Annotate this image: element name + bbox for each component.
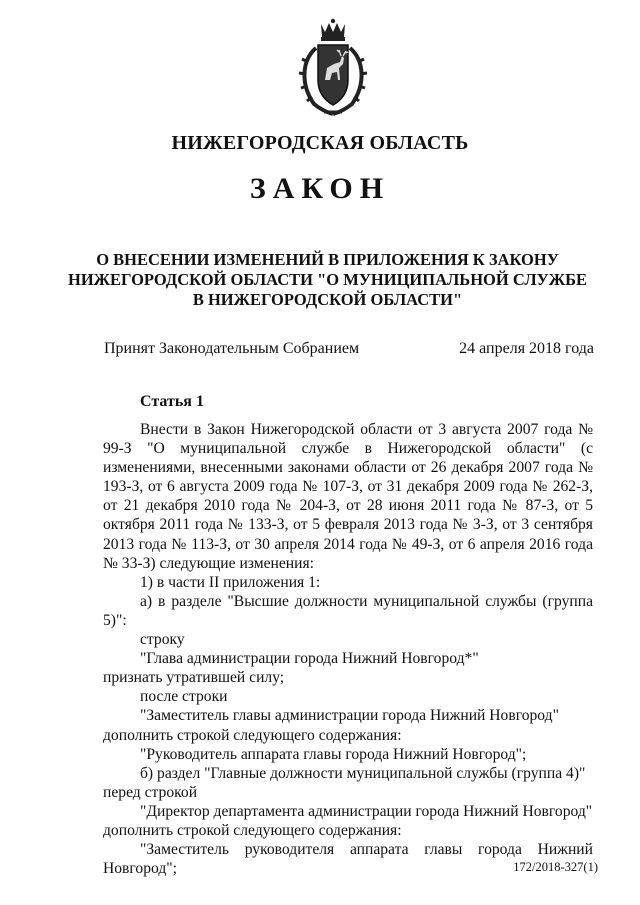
text-line: перед строкой — [103, 783, 198, 801]
coat-of-arms-emblem — [294, 18, 372, 118]
item-b: б) раздел "Главные должности муниципальной службы (группа 4)" — [140, 764, 586, 782]
article-heading: Статья 1 — [140, 393, 204, 410]
text-line: признать утратившей силу; — [103, 669, 285, 687]
adoption-line — [104, 340, 594, 358]
text-line: после строки — [140, 688, 228, 706]
adoption-date: 24 апреля 2018 года — [459, 340, 594, 357]
text-line: "Глава администрации города Нижний Новгород*" — [140, 650, 479, 668]
region-name: НИЖЕГОРОДСКАЯ ОБЛАСТЬ — [171, 132, 469, 154]
text-line: строку — [140, 631, 185, 649]
law-title-line: НИЖЕГОРОДСКОЙ ОБЛАСТИ "О МУНИЦИПАЛЬНОЙ СЛУЖБЕ — [68, 270, 587, 289]
text-line: "Директор департамента администрации города Нижний Новгород" — [140, 802, 593, 820]
law-title-line: О ВНЕСЕНИИ ИЗМЕНЕНИЙ В ПРИЛОЖЕНИЯ К ЗАКОНУ — [96, 250, 559, 269]
text-line: "Заместитель главы администрации города Нижний Новгород" — [140, 707, 559, 725]
article-intro: Внести в Закон Нижегородской области от 3 августа 2007 года № 99-З "О муниципальной службе в Нижегородской области" (с изменениями, внесенными законами области от 26 декабря 2007 года № 193-З, от 6 августа 2009 года № 107-З, от 31 декабря 2009 года № 262-З, от 21 декабря 2010 года № 204-З, от 28 июня 2011 года № 87-З, от 5 октября 2011 года № 133-З, от 5 февраля 2013 года № 3-З, от 3 сентября 2013 года № 113-З, от 30 апреля 2014 года № 49-З, от 6 апреля 2016 года № 33-З) следующие изменения: — [103, 421, 593, 572]
adoption-label: Принят Законодательным Собранием — [104, 340, 360, 357]
law-title — [60, 250, 595, 310]
item-a: а) в разделе "Высшие должности муниципальной службы (группа 5)": — [103, 592, 593, 629]
text-line: дополнить строкой следующего содержания: — [103, 821, 402, 839]
text-line: дополнить строкой следующего содержания: — [103, 726, 402, 744]
article-body — [103, 420, 593, 878]
text-line: "Заместитель руководителя аппарата главы города Нижний Новгород"; — [103, 841, 593, 878]
document-number: 172/2018-327(1) — [513, 860, 598, 874]
text-line: "Руководитель аппарата главы города Нижний Новгород"; — [140, 745, 527, 763]
document-type: ЗАКОН — [249, 172, 391, 205]
law-title-line: В НИЖЕГОРОДСКОЙ ОБЛАСТИ" — [192, 290, 463, 309]
item-1: 1) в части II приложения 1: — [140, 573, 321, 591]
